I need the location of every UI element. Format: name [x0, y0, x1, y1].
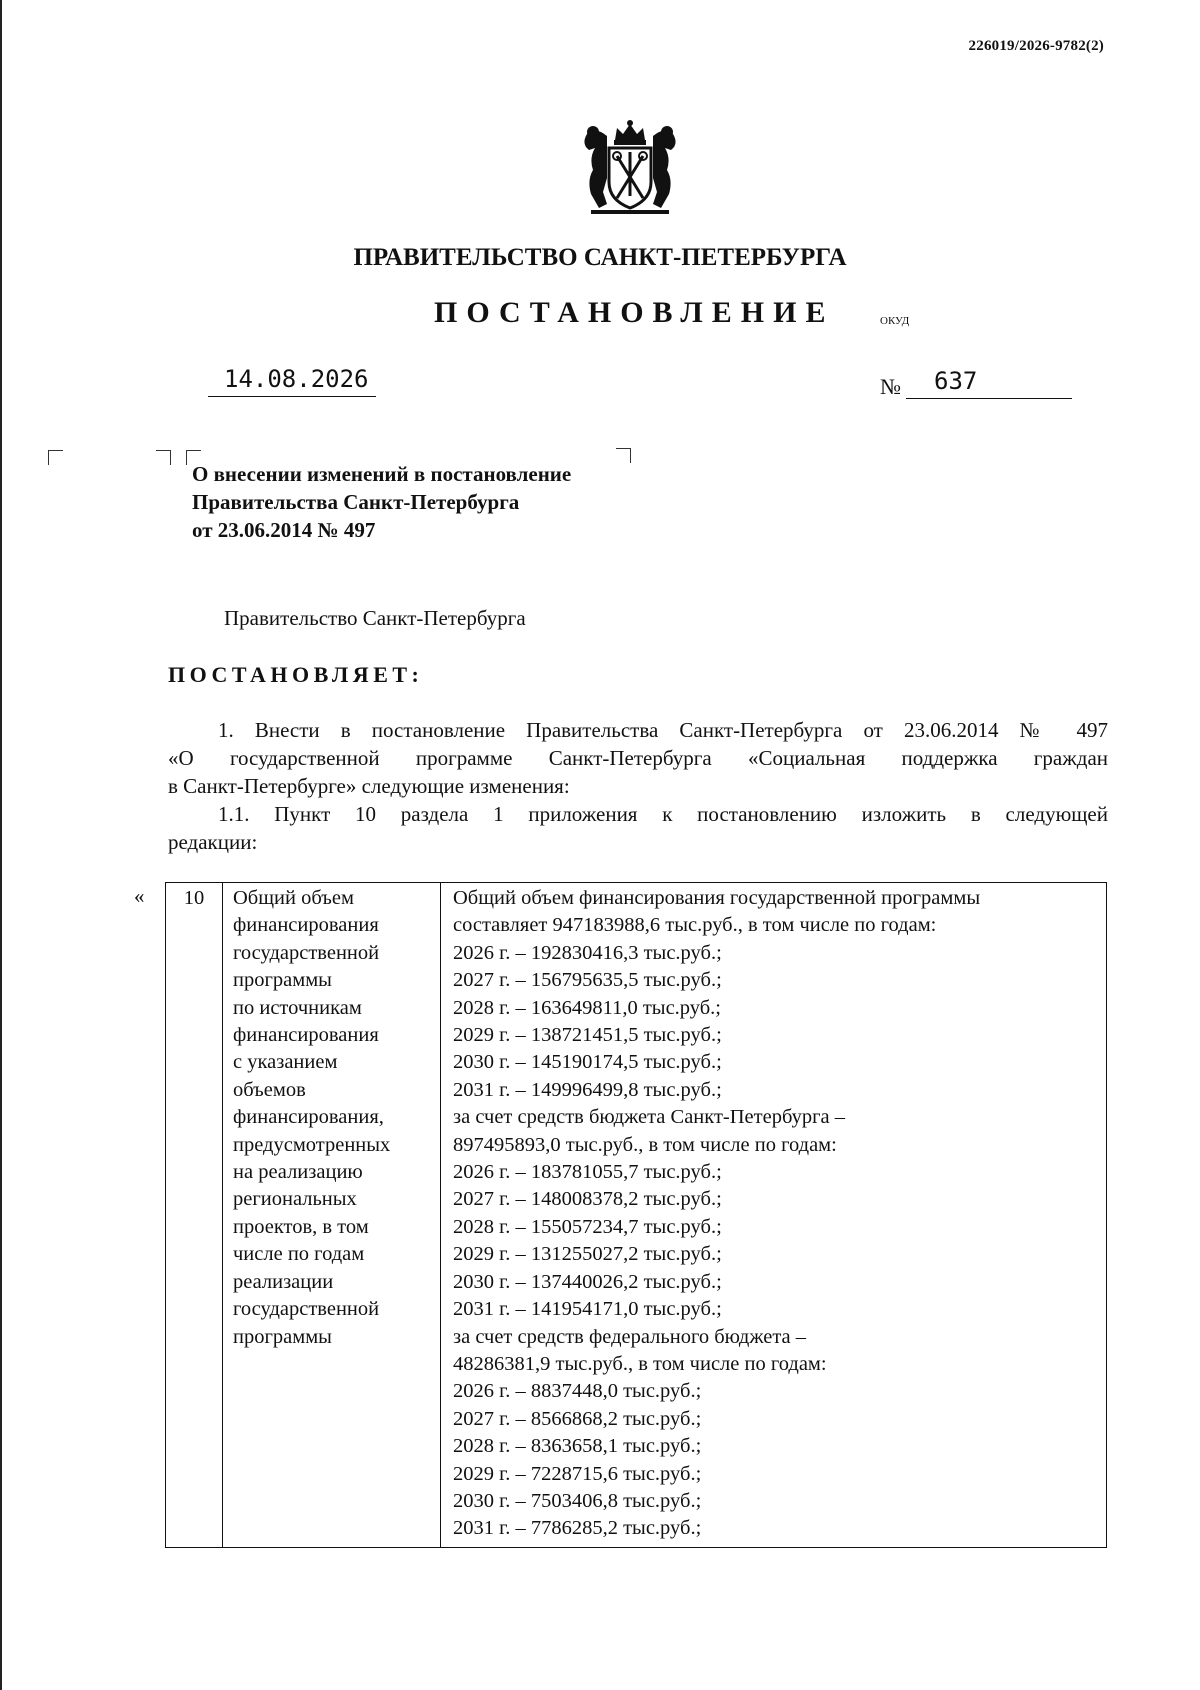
name-line: региональных [233, 1188, 357, 1211]
document-registration-number: 226019/2026-9782(2) [968, 38, 1104, 54]
value-line: 2027 г. – 156795635,5 тыс.руб.; [453, 969, 722, 992]
decree-number: 637 [906, 364, 1072, 399]
value-line: 2027 г. – 148008378,2 тыс.руб.; [453, 1188, 722, 1211]
financing-table [165, 882, 1107, 1548]
value-line: за счет средств федерального бюджета – [453, 1325, 807, 1348]
name-line: финансирования [233, 1024, 379, 1047]
decree-date: 14.08.2026 [208, 362, 376, 397]
name-line: на реализацию [233, 1161, 363, 1184]
body-line: «О государственной программе Санкт-Петербурга «Социальная поддержка граждан [168, 746, 1108, 770]
body-line: 1.1. Пункт 10 раздела 1 приложения к постановлению изложить в следующей [218, 802, 1108, 826]
value-line: 2029 г. – 7228715,6 тыс.руб.; [453, 1462, 702, 1485]
value-line: 2026 г. – 183781055,7 тыс.руб.; [453, 1161, 722, 1184]
value-line: 2028 г. – 8363658,1 тыс.руб.; [453, 1435, 702, 1458]
value-line: 2029 г. – 138721451,5 тыс.руб.; [453, 1024, 722, 1047]
row-value-cell [441, 883, 1107, 1548]
value-line: 2026 г. – 192830416,3 тыс.руб.; [453, 941, 722, 964]
value-line: составляет 947183988,6 тыс.руб., в том числе по годам: [453, 914, 937, 937]
value-line: 2031 г. – 141954171,0 тыс.руб.; [453, 1298, 722, 1321]
name-line: проектов, в том [233, 1215, 369, 1238]
value-line: 2030 г. – 145190174,5 тыс.руб.; [453, 1051, 722, 1074]
name-line: объемов [233, 1078, 306, 1101]
preamble: Правительство Санкт-Петербурга [224, 606, 526, 630]
body-line: 1. Внести в постановление Правительства Санкт-Петербурга от 23.06.2014 № 497 [218, 718, 1108, 742]
name-line: числе по годам [233, 1243, 365, 1266]
row-name-cell [223, 883, 441, 1548]
name-line: Общий объем [233, 887, 354, 909]
name-line: программы [233, 969, 332, 992]
corner-mark [48, 450, 63, 465]
value-line: 48286381,9 тыс.руб., в том числе по годам: [453, 1352, 827, 1375]
government-title: ПРАВИТЕЛЬСТВО САНКТ-ПЕТЕРБУРГА [353, 244, 847, 271]
body-line: редакции: [168, 830, 258, 854]
value-line: 2029 г. – 131255027,2 тыс.руб.; [453, 1243, 722, 1266]
decree-title: ПОСТАНОВЛЕНИЕ [434, 296, 835, 329]
value-line: 2028 г. – 155057234,7 тыс.руб.; [453, 1215, 722, 1238]
value-line: 897495893,0 тыс.руб., в том числе по годам: [453, 1133, 837, 1156]
name-line: финансирования, [233, 1106, 384, 1129]
name-line: программы [233, 1325, 332, 1348]
body-line: в Санкт-Петербурге» следующие изменения: [168, 774, 570, 798]
corner-mark [616, 448, 631, 463]
value-line: Общий объем финансирования государственной программы [453, 887, 981, 909]
value-line: 2028 г. – 163649811,0 тыс.руб.; [453, 996, 722, 1019]
name-line: финансирования [233, 914, 379, 937]
name-line: предусмотренных [233, 1133, 391, 1156]
name-line: по источникам [233, 996, 362, 1019]
value-line: 2031 г. – 7786285,2 тыс.руб.; [453, 1517, 702, 1540]
name-line: государственной [233, 1298, 380, 1321]
table-row [166, 883, 1107, 1548]
decree-body [168, 716, 1108, 856]
decree-subject [192, 460, 571, 544]
open-quote: « [134, 884, 145, 908]
name-line: с указанием [233, 1051, 338, 1074]
corner-mark [156, 450, 171, 465]
value-line: 2030 г. – 137440026,2 тыс.руб.; [453, 1270, 722, 1293]
value-line: 2031 г. – 149996499,8 тыс.руб.; [453, 1078, 722, 1101]
number-sign: № [880, 374, 901, 399]
subject-line: Правительства Санкт-Петербурга [192, 490, 520, 514]
subject-line: от 23.06.2014 № 497 [192, 518, 376, 542]
subject-line: О внесении изменений в постановление [192, 462, 572, 486]
value-line: 2030 г. – 7503406,8 тыс.руб.; [453, 1489, 702, 1512]
row-number: 10 [166, 883, 223, 1548]
value-line: 2027 г. – 8566868,2 тыс.руб.; [453, 1407, 702, 1430]
value-line: 2026 г. – 8837448,0 тыс.руб.; [453, 1380, 702, 1403]
name-line: государственной [233, 941, 380, 964]
okud-label: ОКУД [880, 315, 910, 327]
coat-of-arms-icon [577, 118, 683, 218]
name-line: реализации [233, 1270, 334, 1293]
value-line: за счет средств бюджета Санкт-Петербурга – [453, 1106, 845, 1129]
resolves-heading: ПОСТАНОВЛЯЕТ: [168, 662, 424, 687]
